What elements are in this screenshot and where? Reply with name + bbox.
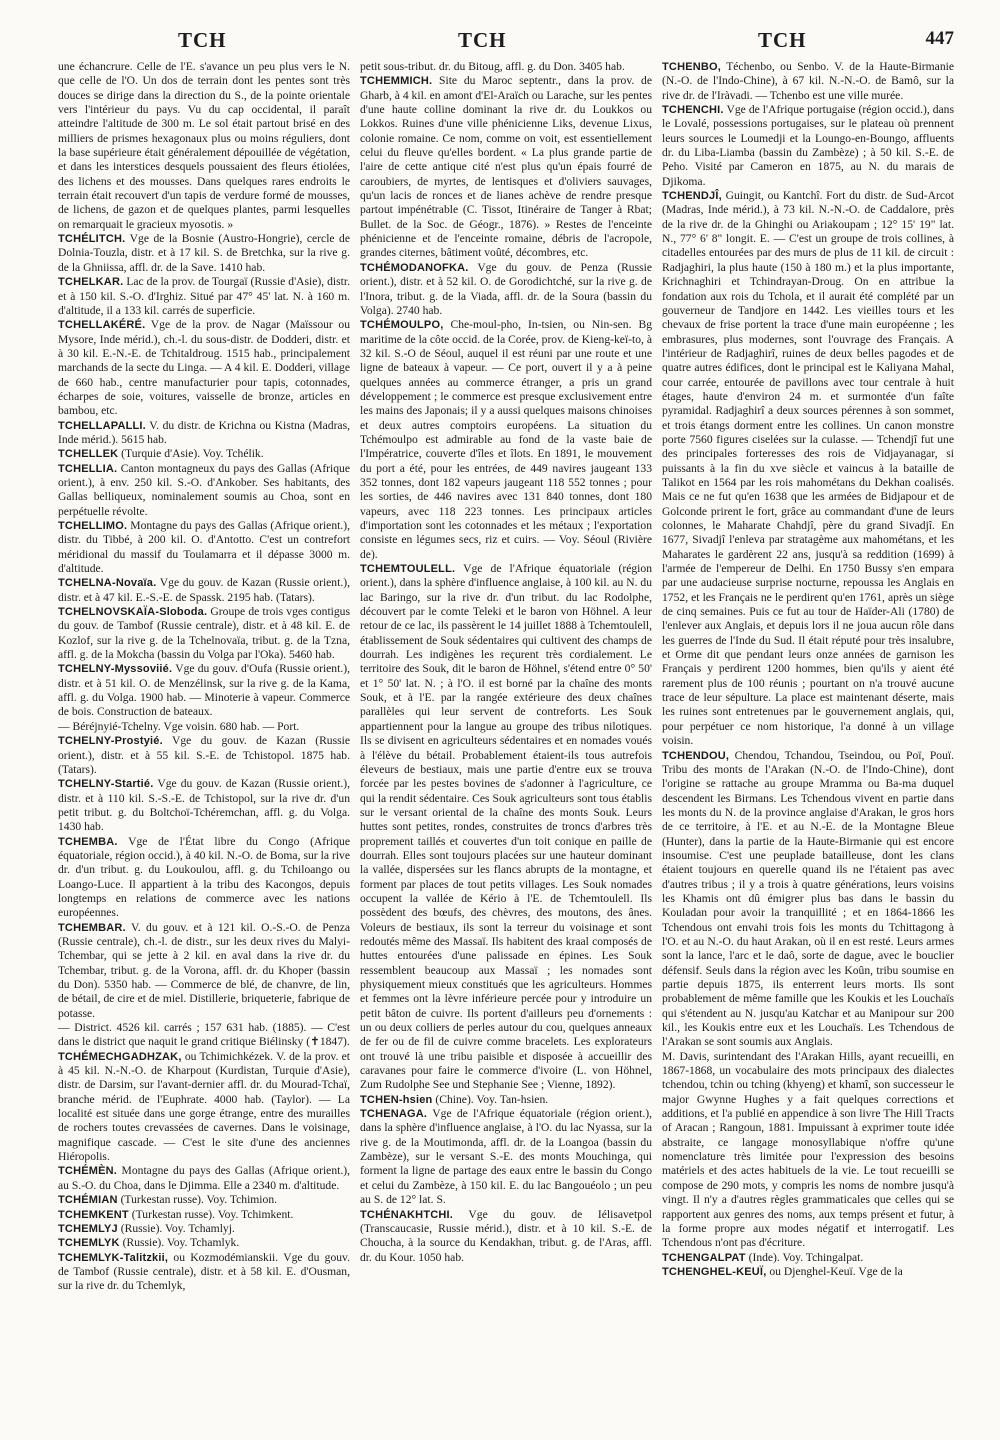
- dictionary-entry: [58, 734, 350, 777]
- entry-headword: TCHÉLITCH.: [58, 233, 126, 246]
- entry-headword: TCHELNOVSKAÏA-Sloboda.: [58, 606, 208, 619]
- entry-headword: TCHENCHI.: [662, 104, 724, 117]
- dictionary-entry: [58, 1021, 350, 1050]
- entry-headword: TCHENGALPAT: [662, 1251, 746, 1264]
- entry-headword: TCHELLAPALLI.: [58, 419, 146, 432]
- entry-text: (Chine). Voy. Tan-hsien.: [435, 1092, 549, 1106]
- entry-text: M. Davis, surintendant des l'Arakan Hills, ayant recueilli, en 1867-1868, un vocabulaire des mots principaux des dialectes tchendou, tchin ou tching (khyeng) et khamî, son successeur le major Gwynne Hughes y a fait quelques corrections et additions, et l'a publié en appendice à son livre The Hill Tracts of Aracan ; Rangoun, 1881. Impuissant à exprimer toute idée abstraite, ce langage monosyllabique n'offre qu'une nomenclature très limitée pour l'expression des besoins matériels et des actes habituels de la vie. Le tout recueilli se compose de 290 mots, y compris les noms de nombre jusqu'à vingt. Il n'y a d'autres règles grammaticales que celles qui se rapportent aux genres des noms, aux temps présent et futur, à la forme propre aux modes négatif et interrogatif. Les Tchendous n'ont pas d'écriture.: [662, 1049, 954, 1250]
- dictionary-entry: [58, 275, 350, 318]
- entry-text: Canton montagneux du pays des Gallas (Afrique orient.), à env. 250 kil. S.-O. d'Ankober. Ses habitants, des Gallas belliqueux, nominalement soumis au Choa, sont en perpétuelle révolte.: [58, 461, 350, 518]
- dictionary-entry: [360, 562, 652, 1093]
- entry-text: (Inde). Voy. Tchingalpat.: [748, 1250, 864, 1264]
- entry-text: V. du distr. de Krichna ou Kistna (Madras, Inde mérid.). 5615 hab.: [58, 418, 350, 446]
- entry-headword: TCHEMLYK: [58, 1237, 120, 1250]
- entry-text: Vge du gouv. de Kazan (Russie orient.), distr. et à 55 kil. S.-E. de Tchistopol. 1875 hab. (Tatars).: [58, 734, 350, 776]
- dictionary-entry: [58, 232, 350, 275]
- entry-text: ou Kozmodémianskii. Vge du gouv. de Tambof (Russie centrale), distr. et à 58 kil. E. d'Ousman, sur la rive dr. du Tchemlyk,: [58, 1250, 350, 1293]
- entry-text: Vge de l'Afrique équatoriale (région orient.), dans la sphère d'influence anglaise, à l'O. du lac Nyassa, sur la rive g. de la Moutimonda, affl. dr. de la Loangoa (bassin du Zambèze), sur le versant S.-E. des monts Mouchinga, qui forment la ligne de partage des eaux entre le bassin du Congo et celui du Zambèze, à 150 kil. E. du lac Bangouéolo ; un peu au S. de 12° lat. S.: [360, 1107, 652, 1207]
- columns: [58, 60, 954, 1440]
- entry-text: (Turquie d'Asie). Voy. Tchélik.: [121, 447, 264, 461]
- dictionary-entry: [360, 1107, 652, 1207]
- dictionary-entry: [58, 605, 350, 662]
- entry-headword: TCHELNA-Novaïa.: [58, 577, 157, 590]
- entry-headword: TCHELNY-Prostyié.: [58, 735, 163, 748]
- dictionary-entry: [662, 1251, 954, 1265]
- dictionary-entry: [360, 1208, 652, 1265]
- entry-headword: TCHENGHEL-KEUÏ,: [662, 1265, 767, 1278]
- dictionary-entry: [58, 60, 350, 232]
- dictionary-entry: [662, 60, 954, 103]
- entry-headword: TCHÉMOULPO,: [360, 319, 444, 332]
- entry-headword: TCHELLEK: [58, 448, 119, 461]
- entry-headword: TCHEN-hsien: [360, 1093, 433, 1106]
- entry-text: (Turkestan russe). Voy. Tchimkent.: [131, 1207, 294, 1221]
- entry-headword: TCHENDOU,: [662, 749, 730, 762]
- entry-text: (Turkestan russe). Voy. Tchimion.: [120, 1193, 278, 1207]
- dictionary-entry: [58, 1050, 350, 1165]
- dictionary-entry: [58, 662, 350, 719]
- header-center: TCH: [458, 28, 507, 52]
- entry-text: Vge du gouv. de Kazan (Russie orient.), distr. et à 110 kil. S.-S.-E. de Tchistopol, sur la rive dr. d'un petit tribut. g. du Boltchoï-Tchéremchan, affl. g. du Volga. 1430 hab.: [58, 777, 350, 834]
- dictionary-entry: [58, 1236, 350, 1250]
- entry-text: ou Djenghel-Keuï. Vge de la: [769, 1264, 903, 1278]
- dictionary-entry: [58, 519, 350, 576]
- entry-headword: TCHEMBAR.: [58, 921, 126, 934]
- entry-headword: TCHEMTOULELL.: [360, 563, 456, 576]
- entry-text: Montagne du pays des Gallas (Afrique orient.), au S.-O. du Choa, dans le Djimma. Elle a 2340 m. d'altitude.: [58, 1164, 350, 1192]
- header-left: TCH: [178, 28, 227, 52]
- entry-text: Site du Maroc septentr., dans la prov. de Gharb, à 4 kil. en amont d'El-Araïch ou Larache, sur les pentes d'une haute colline dominant la rive dr. du Loukkos ou Lokkos. Ruines d'une ville phénicienne Liks, devenue Lixus, colonie romaine. Ce nom, comme on voit, est essentiellement celui du fleuve qu'elles bordent. « La plus grande partie de l'aire de cette antique cité n'est plus qu'un épais fourré de caroubiers, de myrtes, de lentisques et d'oliviers sauvages, qu'un lacis de ronces et de lianes achève de rendre presque partout impénétrable (C. Tissot, Itinéraire de Tanger à Rbat; Bullet. de la Soc. de Géogr., 1876). » Restes de l'enceinte phénicienne et de l'enceinte romaine, débris de l'acropole, grandes citernes, bâtiment voûté, décombres, etc.: [360, 74, 652, 260]
- dictionary-entry: [662, 749, 954, 1050]
- entry-headword: TCHEMBA.: [58, 835, 118, 848]
- entry-headword: TCHENDJÎ,: [662, 190, 722, 203]
- column-1: [58, 60, 350, 1440]
- running-header: [58, 22, 954, 60]
- dictionary-entry: [662, 1050, 954, 1251]
- dictionary-entry: [58, 462, 350, 519]
- dictionary-entry: [662, 189, 954, 748]
- dictionary-entry: [58, 318, 350, 418]
- dictionary-entry: [58, 419, 350, 448]
- header-right: TCH: [758, 28, 807, 52]
- entry-headword: TCHELLIA.: [58, 462, 118, 475]
- entry-text: — District. 4526 kil. carrés ; 157 631 hab. (1885). — C'est dans le district que naquit le grand critique Biélinsky (✝1847).: [58, 1021, 350, 1049]
- dictionary-entry: [58, 447, 350, 461]
- entry-headword: TCHENBO,: [662, 61, 722, 73]
- entry-text: V. du gouv. et à 121 kil. O.-S.-O. de Penza (Russie centrale), ch.-l. de distr., sur les deux rives du Malyi-Tchembar, qui se jette à 2 kil. en aval dans la rive dr. du Tchembar, tribut. g. de la Vorona, affl. dr. du Khoper (bassin du Don). 5350 hab. — Commerce de blé, de chanvre, de lin, de bétail, de cire et de miel. Distillerie, briqueterie, fabrique de potasse.: [58, 920, 350, 1020]
- entry-headword: TCHELLIMO.: [58, 520, 128, 532]
- entry-headword: TCHÉMODANOFKA.: [360, 261, 469, 274]
- dictionary-entry: [58, 835, 350, 921]
- entry-text: Vge de la prov. de Nagar (Maïssour ou Mysore, Inde mérid.), ch.-l. du sous-distr. de Dodderi, distr. et à 30 kil. E.-N.-E. de Tchitaldroug. 1515 hab., principalement marchands de la secte du Linga. — A 4 kil. E. Dodderi, village de 660 hab., centre manufacturier pour tapis, cotonnades, écharpes de soie, voitures, vaisselle de bronze, articles en bambou, etc.: [58, 318, 350, 418]
- entry-headword: TCHÉMÈN.: [58, 1165, 118, 1178]
- entry-text: (Russie). Voy. Tchamlyj.: [120, 1221, 235, 1235]
- entry-text: Chendou, Tchandou, Tseindou, ou Poï, Pouï. Tribu des monts de l'Arakan (N.-O. de l'Indo-Chine), dont l'origine se rattache au groupe Mramma ou Ba-ma duquel descendent les Birmans. Les Tchendous vivent en partie dans les monts du N. de la province anglaise d'Arakan, le gros hors de ce territoire, à l'E. et au N.-E. de la Montagne Bleue (Hunter), dans la partie de la Haute-Birmanie qui est encore insoumise. C'est une peuplade batailleuse, dont les clans étaient toujours en querelle quand ils ne l'étaient pas avec d'autres tribus ; il y a trois à quatre générations, leurs voisins les Khamis ont dû émigrer plus bas dans le bassin du Kouladan pour avoir la tranquillité ; et en 1864-1866 les Tchendous ont envahi trois fois les monts du Tchittagong à l'O. et au N.-O. du haut Arakan, où il en est resté. Leurs armes sont la lance, l'arc et le daô, sorte de dague, avec le bouclier défensif. Seuls dans la région avec les Koûn, tribu soumise en partie depuis 1875, ils enterrent leurs morts. Ils sont probablement de même famille que les Koukis et les Louchaïs qui s'étendent au N. jusqu'au Katchar et au Manipour sur 200 kil., les Koukis entre eux et les Louchaïs. Les Tchendous de l'Arakan se sont soumis aux Anglais.: [662, 748, 954, 1049]
- entry-text: Vge du gouv. d'Oufa (Russie orient.), distr. et à 51 kil. O. de Menzélinsk, sur la rive g. de la Kama, affl. g. du Volga. 1900 hab. — Minoterie à vapeur. Commerce de bois. Construction de bateaux.: [58, 662, 350, 719]
- dictionary-entry: [360, 1093, 652, 1107]
- dictionary-entry: [662, 1265, 954, 1279]
- page-number: 447: [925, 28, 954, 49]
- dictionary-entry: [58, 1193, 350, 1207]
- entry-headword: TCHÉNAKHTCHI.: [360, 1208, 454, 1221]
- dictionary-entry: [360, 261, 652, 318]
- column-2: [360, 60, 652, 1440]
- entry-text: Lac de la prov. de Tourgaï (Russie d'Asie), distr. et à 150 kil. S.-O. d'Irghiz. Situé par 47° 45' lat. N. à 160 m. d'altitude, il a 133 kil. carrés de superficie.: [58, 275, 350, 317]
- entry-headword: TCHÉMECHGADHZAK,: [58, 1050, 182, 1063]
- entry-text: Vge de la Bosnie (Austro-Hongrie), cercle de Dolnia-Touzla, distr. et à 17 kil. S. de Bretchka, sur la rive g. de la Ghniissa, affl. dr. de la Save. 1410 hab.: [58, 232, 350, 274]
- entry-text: Vge du gouv. de Iélisavetpol (Transcaucasie, Russie mérid.), distr. et à 10 kil. S.-E. de Choucha, à la source du Kendakhan, tribut. g. de l'Aras, affl. dr. du Kour. 1050 hab.: [360, 1207, 652, 1264]
- entry-headword: TCHEMMICH.: [360, 75, 433, 88]
- dictionary-entry: [360, 318, 652, 562]
- entry-text: — Béréjnyié-Tchelny. Vge voisin. 680 hab. — Port.: [58, 719, 300, 733]
- entry-text: petit sous-tribut. dr. du Bitoug, affl. g. du Don. 3405 hab.: [360, 60, 625, 73]
- entry-text: Vge du gouv. de Penza (Russie orient.), distr. et à 52 kil. O. de Gorodichtché, sur la rive g. de l'Inora, tribut. g. de la Viada, affl. dr. de la Soura (bassin du Volga). 2740 hab.: [360, 260, 652, 317]
- entry-headword: TCHENAGA.: [360, 1108, 428, 1121]
- dictionary-entry: [58, 1251, 350, 1294]
- entry-text: Vge de l'Afrique équatoriale (région orient.), dans la sphère d'influence anglaise, à 100 kil. au N. du lac Baringo, sur la rive dr. d'un tribut. du lac Rodolphe, découvert par le comte Teleki et le baron von Höhnel. A leur retour de ce lac, ils passèrent le 14 juillet 1888 à Tchemtoulell, établissement de Souk sédentaires qui cultivent des champs de dourrah. Les indigènes les reçurent très cordialement. Le territoire des Souk, dit le baron de Höhnel, s'étend entre 0° 50' et 1° 50' lat. N. ; à l'O. il est borné par la chaîne des monts Souk, et à l'E. par la rangée extérieure des deux chaînes parallèles qui leur servent de contreforts. Les Souk appartiennent pour la langue au groupe des tribus nilotiques. Ils se divisent en agriculteurs sédentaires et en nomades voués à l'élève du bétail. Probablement étaient-ils tous autrefois éleveurs de bestiaux, mais une partie d'entre eux se trouva forcée par les pestes bovines de s'adonner à l'agriculture, ce qui la rendit sédentaire. Ces Souk agriculteurs sont tous établis sur le versant oriental de la chaîne des monts Souk. Leurs huttes sont petites, rondes, construites de troncs d'arbres très proprement taillés et couvertes d'un toit conique en paille de dourrah. Elles sont toujours placées sur une hauteur dominant la vallée, dispersées sur les flancs abrupts de la montagne, et forment par places de tout petits villages. Les Souk nomades occupent la vallée de Kério à l'E. de Tchemtoulell. Ils possèdent des bœufs, des chèvres, des moutons, des ânes. Voleurs de bestiaux, ils sont la terreur du voisinage et sont redoutés même des Massaï. Ils habitent des kraal composés de huttes entourées d'une palissade en épines. Les Souk ressemblent beaucoup aux Massaï ; les nomades sont physiquement mieux constitués que les agriculteurs. Hommes et femmes ont la lèvre inférieure percée pour y introduire un petit bâton de cuivre. Ils portent d'ailleurs peu d'ornements : un ou deux colliers de perles autour du cou, quelques anneaux de fer ou de fil de cuivre comme bracelets. Les explorateurs ont trouvé là une tribu paisible et disposée à accueillir des caravanes pour faire le commerce d'ivoire (L. von Höhnel, Zum Rudolphe See und Stephanie See ; Vienne, 1892).: [360, 562, 652, 1092]
- entry-headword: TCHEMLYJ: [58, 1222, 118, 1235]
- dictionary-entry: [58, 576, 350, 605]
- entry-text: Groupe de trois vges contigus du gouv. de Tambof (Russie centrale), distr. et à 48 kil. E. de Kozlof, sur la rive g. de la Tchelnovaïa, tribut. g. de la Tzna, affl. g. de la Mokcha (bassin du Volga par l'Oka). 5460 hab.: [58, 605, 350, 662]
- dictionary-entry: [360, 60, 652, 74]
- dictionary-entry: [662, 103, 954, 189]
- entry-text: (Russie). Voy. Tchamlyk.: [122, 1236, 240, 1250]
- dictionary-entry: [58, 921, 350, 1021]
- entry-text: Montagne du pays des Gallas (Afrique orient.), distr. du Tibbé, à 200 kil. O. d'Antotto. C'est un contrefort méridional du massif du Toulamarra et il dépasse 3000 m. d'altitude.: [58, 519, 350, 576]
- entry-text: Vge de l'État libre du Congo (Afrique équatoriale, région occid.), à 40 kil. N.-O. de Boma, sur la rive dr. d'un tribut. g. du Loukoulou, affl. g. du Tchiloango ou Loango-Luce. Il appartient à la tribu des Kacongos, depuis longtemps en relations de commerce avec les nations européennes.: [58, 834, 350, 920]
- dictionary-entry: [58, 1164, 350, 1193]
- entry-text: Vge de l'Afrique portugaise (région occid.), dans le Lovalé, possessions portugaises, sur le plateau où prennent leurs sources le Loumedji et la Loungo-en-Boungo, affluents dr. du Liba-Liamba (bassin du Zambèze) ; à 50 kil. S.-E. de Peho. Visité par Cameron en 1875, au N. du marais de Djikoma.: [662, 103, 954, 188]
- entry-text: Che-moul-pho, In-tsien, ou Nin-sen. Bg maritime de la côte occid. de la Corée, prov. de Kieng-keï-to, à 32 kil. S.-O de Séoul, auquel il est réuni par une route et une ligne de bateaux à vapeur. — Ce port, ouvert il y a à peine quelques années au commerce étranger, a pris un grand développement ; le commerce est presque exclusivement entre les mains des Japonais; il y a aussi quelques maisons chinoises et deux autres comptoirs européens. La situation du Tchémoulpo est admirable au fond de la vaste baie de l'Impératrice, couverte d'îles et îlots. En 1891, le mouvement du port a été, pour les entrées, de 449 navires jaugeant 133 352 tonnes, dont 182 vapeurs jaugeant 118 552 tonnes ; pour les sorties, de 446 navires avec 131 840 tonnes, dont 180 vapeurs, avec 118 223 tonnes. Les principaux articles d'importation sont les cotonnades et les métaux ; l'exportation consiste en légumes secs, riz et cuirs. — Voy. Séoul (Rivière de).: [360, 318, 652, 561]
- entry-headword: TCHELLAKÉRÉ.: [58, 319, 146, 332]
- dictionary-entry: [58, 720, 350, 734]
- entry-text: Guingit, ou Kantchî. Fort du distr. de Sud-Arcot (Madras, Inde mérid.), à 73 kil. N.-N.-O. de Caddalore, près de la rive dr. de la Ghinghi ou Ariakoupam ; 12° 15' 19" lat. N., 77° 6' 8" longit. E. — C'est un groupe de trois collines, à citadelles entourées par des murs de plus de 11 kil. de circuit : Radjaghiri, la plus haute (150 à 180 m.) et la plus importante, Krichnaghiri et Tchindrayan-Droug. On en attribue la fondation aux rois du Tchola, et il aurait été complété par un gouverneur de Tandjore en 1442. Les vieilles tours et les chevaux de frise portent la trace d'une main européenne ; les embrasures, plus modernes, sont l'ouvrage des Français. A l'intérieur de Radjaghirî, ruines de deux belles pagodes et de quatre autres édifices, dont le principal est le Kaliyana Mahal, cour carrée, entourée de pavillons avec tour centrale à huit étages, haute d'environ 24 m. et surmontée d'un faîte pyramidal. Radjaghirî a deux sources pérennes à son sommet, et trois étangs dorment entre les collines. Un canon monstre porte 7560 figures ciselées sur la culasse. — Tchendjî fut une des principales forteresses des rois de Vidjayanagar, si puissants à la fin du xve siècle et vaincus à la bataille de Talikot en 1564 par les rois mahométans du Dekhan coalisés. Mais ce ne fut qu'en 1638 que les armées de Bidjapour et de Golconde prirent le fort, grâce au commandant d'une de leurs colonnes, le Maharate Chahdjî, père du grand Sivadjî. En 1677, Sivadjî l'enleva par stratagème aux mahométans, et les Maharates le gardèrent 22 ans, jusqu'à sa reddition (1699) à l'armée de l'empereur de Delhi. En 1750 Bussy s'en empara par une audacieuse surprise nocturne, repoussa les Anglais en 1752, et les Français ne le perdirent qu'en 1761, après un siège de cinq semaines. Puis ce fut au tour de Haïder-Ali (1780) de l'enlever aux Anglais, et depuis lors il ne joua aucun rôle dans les guerres de l'Inde du Sud. Il était réputé pour très insalubre, et Orme dit que pendant leurs onze années de garnison les Français y perdirent 1200 hommes, bien qu'ils y aient été rarement plus de 100 réunis ; pourtant on n'a trouvé aucune trace de leur sépulture. La place est maintenant déserte, mais les ruines sont entretenues par le gouvernement anglais, qui, pour perpétuer ce nom historique, l'a donné à un village voisin.: [662, 189, 954, 748]
- dictionary-entry: [58, 1208, 350, 1222]
- entry-headword: TCHÉMIAN: [58, 1194, 118, 1207]
- entry-text: ou Tchimichkézek. V. de la prov. et à 45 kil. N.-N.-O. de Kharpout (Kurdistan, Turquie d'Asie), distr. de Darsim, sur l'avant-dernier affl. dr. du Mourad-Tchaï, branche mérid. de l'Euphrate. 4000 hab. (Taylor). — La localité est située dans une gorge étrange, entre des murailles de rochers toutes crevassées de cavernes. Dans le voisinage, magnifique cascade. — C'est le site d'une des anciennes Hiéropolis.: [58, 1049, 350, 1164]
- column-3: [662, 60, 954, 1440]
- entry-text: Téchenbo, ou Senbo. V. de la Haute-Birmanie (N.-O. de l'Indo-Chine), à 67 kil. N.-N.-O. de Bamô, sur la rive dr. de l'Iràvadi. — Tchenbo est une ville murée.: [662, 60, 954, 102]
- entry-headword: TCHELNY-Startié.: [58, 778, 154, 791]
- entry-text: une échancrure. Celle de l'E. s'avance un peu plus vers le N. que celle de l'O. Un dos de terrain dont les pentes sont très douces se dirige dans la direction du S., de la pointe orientale vers l'intérieur du pays. Vu du cap occidental, il paraît atteindre l'altitude de 300 m. Le sol était partout brisé en des milliers de prismes hexagonaux plus ou moins réguliers, dont la base supérieure était généralement dépouillée de végétation, et dans les interstices desquels poussaient des fleurs étiolées, des lichens et des mousses. Dans quelques rares endroits le terrain était recouvert d'un tapis de verdure formé de mousses, de lichens, de gazon et de quelques plantes, parmi lesquelles on remarquait le gracieux myosotis. »: [58, 60, 350, 231]
- entry-headword: TCHEMKENT: [58, 1208, 129, 1221]
- entry-headword: TCHEMLYK-Talitzkii,: [58, 1251, 169, 1264]
- dictionary-entry: [58, 777, 350, 834]
- dictionary-entry: [360, 74, 652, 260]
- entry-headword: TCHELNY-Myssoviié.: [58, 663, 173, 676]
- entry-text: Vge du gouv. de Kazan (Russie orient.), distr. et à 47 kil. E.-S.-E. de Spassk. 2195 hab. (Tatars).: [58, 576, 350, 604]
- dictionary-entry: [58, 1222, 350, 1236]
- entry-headword: TCHELKAR.: [58, 276, 124, 289]
